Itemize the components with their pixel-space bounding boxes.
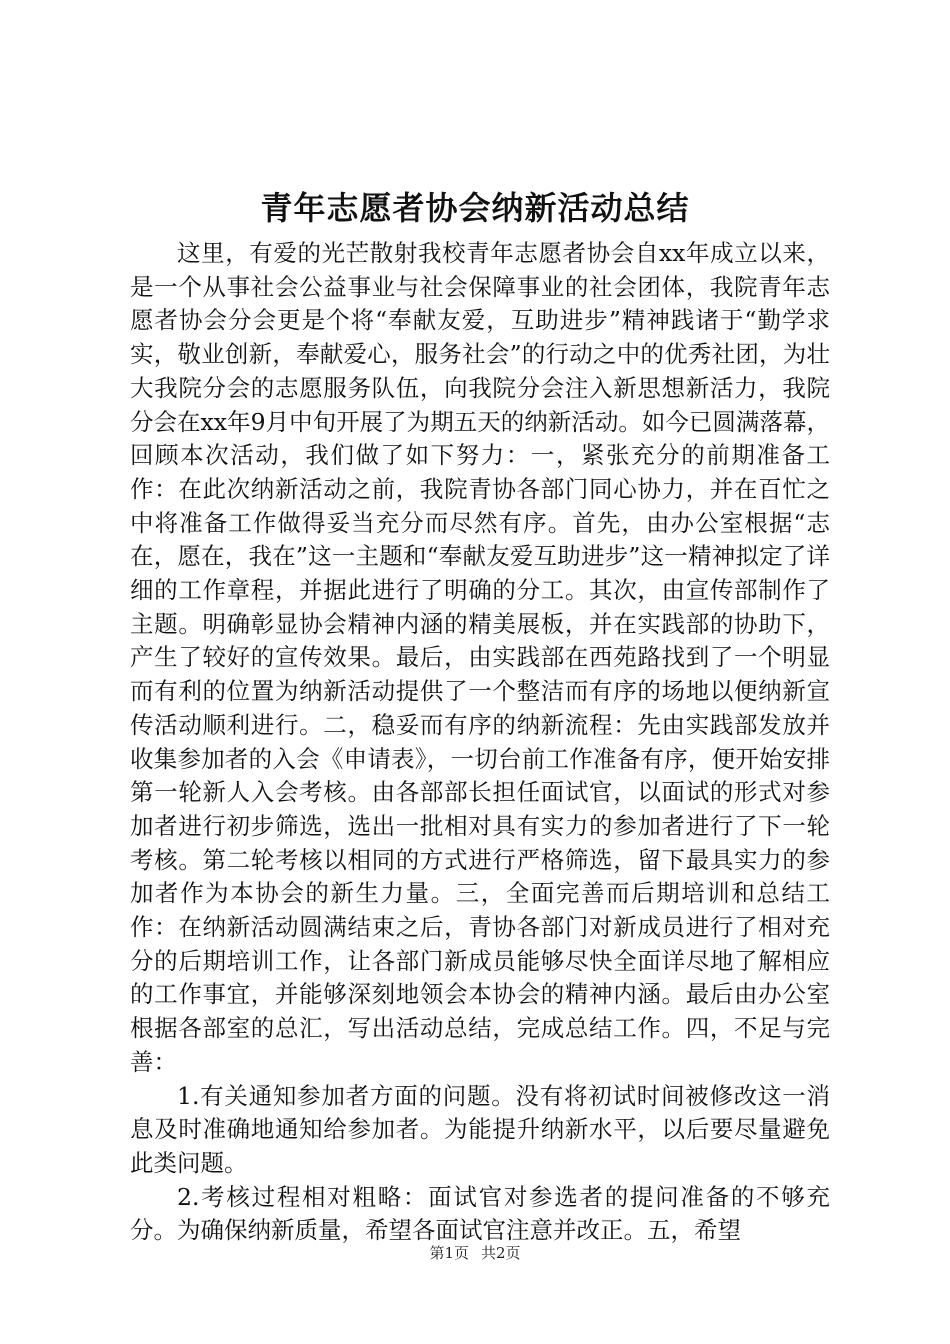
page-total: 共2页 — [481, 1244, 521, 1262]
page-number: 第1页 — [429, 1244, 469, 1262]
document-title: 青年志愿者协会纳新活动总结 — [260, 189, 690, 227]
document-body — [130, 237, 830, 1248]
paragraph-intro: 这里，有爱的光芒散射我校青年志愿者协会自xx年成立以来，是一个从事社会公益事业与社会保障事业的社会团体，我院青年志愿者协会分会更是个将“奉献友爱，互助进步”精神践诸于“勤学求实，敬业创新，奉献爱心，服务社会”的行动之中的优秀社团，为壮大我院分会的志愿服务队伍，向我院分会注入新思想新活力，我院分会在xx年9月中旬开展了为期五天的纳新活动。如今已圆满落幕，回顾本次活动，我们做了如下努力：一，紧张充分的前期准备工作：在此次纳新活动之前，我院青协各部门同心协力，并在百忙之中将准备工作做得妥当充分而尽然有序。首先，由办公室根据“志在，愿在，我在”这一主题和“奉献友爱互助进步”这一精神拟定了详细的工作章程，并据此进行了明确的分工。其次，由宣传部制作了主题。明确彰显协会精神内涵的精美展板，并在实践部的协助下，产生了较好的宣传效果。最后，由实践部在西苑路找到了一个明显而有利的位置为纳新活动提供了一个整洁而有序的场地以便纳新宣传活动顺利进行。二，稳妥而有序的纳新流程：先由实践部发放并收集参加者的入会《申请表》，一切台前工作准备有序，便开始安排第一轮新人入会考核。由各部部长担任面试官，以面试的形式对参加者进行初步筛选，选出一批相对具有实力的参加者进行了下一轮考核。第二轮考核以相同的方式进行严格筛选，留下最具实力的参加者作为本协会的新生力量。三，全面完善而后期培训和总结工作：在纳新活动圆满结束之后，青协各部门对新成员进行了相对充分的后期培训工作，让各部门新成员能够尽快全面详尽地了解相应的工作事宜，并能够深刻地领会本协会的精神内涵。最后由办公室根据各部室的总汇，写出活动总结，完成总结工作。四，不足与完善： — [130, 239, 830, 1076]
paragraph-item-2: 2.考核过程相对粗略：面试官对参选者的提问准备的不够充分。为确保纳新质量，希望各面试官注意并改正。五，希望 — [130, 1182, 830, 1245]
page-footer — [0, 1242, 950, 1264]
paragraph-item-1: 1.有关通知参加者方面的问题。没有将初试时间被修改这一消息及时准确地通知给参加者。为能提升纳新水平，以后要尽量避免此类问题。 — [130, 1081, 830, 1177]
